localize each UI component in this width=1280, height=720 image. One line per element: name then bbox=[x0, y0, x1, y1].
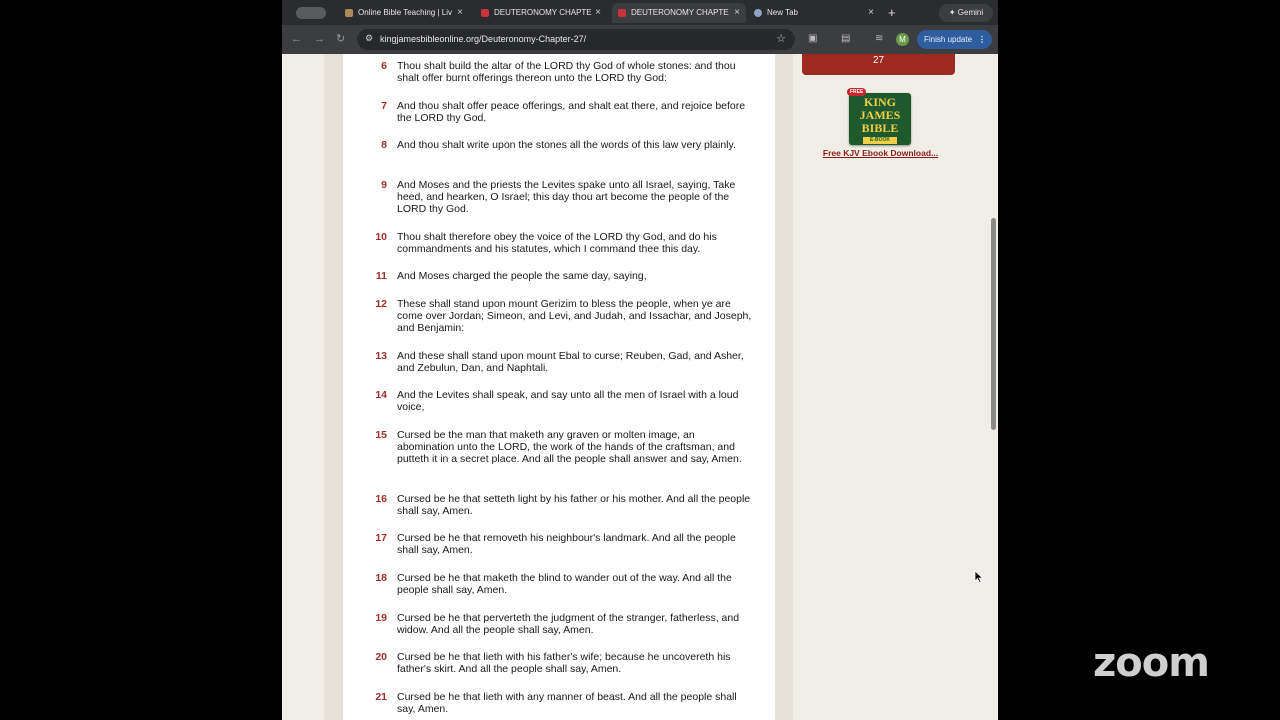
tab-deuteronomy-1[interactable] bbox=[475, 3, 607, 23]
verse-number[interactable]: 21 bbox=[375, 691, 387, 703]
kebab-menu-icon[interactable]: ⋮ bbox=[978, 35, 986, 44]
verse-number[interactable]: 8 bbox=[381, 139, 387, 151]
url-text[interactable]: kingjamesbibleonline.org/Deuteronomy-Chapter-27/ bbox=[380, 34, 587, 44]
verse-number[interactable]: 15 bbox=[375, 429, 387, 441]
bible-favicon-icon bbox=[481, 9, 489, 17]
close-tab-icon[interactable]: × bbox=[595, 7, 601, 18]
kjv-ebook-cover[interactable]: FREE KING JAMES BIBLE E-BOOK bbox=[849, 93, 911, 145]
tab-title: Online Bible Teaching | Liv bbox=[358, 8, 452, 17]
tab-deuteronomy-2[interactable] bbox=[612, 3, 746, 23]
extensions-icon[interactable]: ▣ bbox=[808, 33, 818, 44]
browser-window bbox=[282, 0, 998, 720]
site-favicon-icon bbox=[345, 9, 353, 17]
browser-toolbar bbox=[282, 25, 998, 54]
verse-number[interactable]: 7 bbox=[381, 100, 387, 112]
chapter-27-button[interactable]: 27 bbox=[802, 54, 955, 75]
verse-text: Cursed be he that lieth with his father's wife; because he uncovereth his father's skirt. And all the people shall say, Amen. bbox=[397, 651, 731, 675]
forward-arrow-icon[interactable]: → bbox=[314, 33, 325, 45]
zoom-watermark: zoom bbox=[1093, 640, 1209, 686]
verse-text: And Moses charged the people the same day, saying, bbox=[397, 270, 647, 282]
tab-title: New Tab bbox=[767, 8, 798, 17]
tab-title: DEUTERONOMY CHAPTE bbox=[494, 8, 592, 17]
verse-text: And these shall stand upon mount Ebal to curse; Reuben, Gad, and Asher, and Zebulun, Dan, and Naphtali. bbox=[397, 350, 744, 374]
verse-number[interactable]: 16 bbox=[375, 493, 387, 505]
verse-number[interactable]: 18 bbox=[375, 572, 387, 584]
verse-number[interactable]: 11 bbox=[375, 270, 387, 282]
verse-text: These shall stand upon mount Gerizim to bless the people, when ye are come over Jordan; Simeon, and Levi, and Judah, and Issachar, and Joseph, and Benjamin: bbox=[397, 298, 752, 334]
verse-text: And thou shalt write upon the stones all the words of this law very plainly. bbox=[397, 139, 736, 151]
tab-group-chip[interactable] bbox=[296, 7, 326, 19]
verse-number[interactable]: 9 bbox=[381, 179, 387, 191]
verse-number[interactable]: 13 bbox=[375, 350, 387, 362]
tab-title: DEUTERONOMY CHAPTE bbox=[631, 8, 729, 17]
tab-online-bible-teaching[interactable] bbox=[339, 3, 469, 23]
bookmark-star-icon[interactable]: ☆ bbox=[776, 33, 786, 45]
reading-mode-icon[interactable]: ▤ bbox=[841, 33, 851, 44]
new-tab-button[interactable]: + bbox=[888, 5, 896, 20]
verse-text: Cursed be he that perverteth the judgment of the stranger, fatherless, and widow. And all the people shall say, Amen. bbox=[397, 612, 740, 636]
verse-text: Cursed be he that removeth his neighbour's landmark. And all the people shall say, Amen. bbox=[397, 532, 736, 556]
verse-number[interactable]: 14 bbox=[375, 389, 387, 401]
cast-icon[interactable]: ≋ bbox=[875, 33, 884, 44]
verse-number[interactable]: 17 bbox=[375, 532, 387, 544]
verse-number[interactable]: 10 bbox=[375, 231, 387, 243]
finish-update-button[interactable]: Finish update ⋮ bbox=[917, 30, 992, 49]
left-margin bbox=[324, 54, 343, 720]
chapter-text-panel bbox=[343, 54, 775, 720]
right-margin bbox=[775, 54, 793, 720]
verse-text: And Moses and the priests the Levites spake unto all Israel, saying, Take heed, and hearken, O Israel; this day thou art become the people of the LORD thy God. bbox=[397, 179, 736, 215]
address-bar[interactable] bbox=[357, 29, 795, 50]
back-arrow-icon[interactable]: ← bbox=[291, 33, 302, 45]
tab-strip bbox=[282, 0, 998, 25]
close-tab-icon[interactable]: × bbox=[868, 7, 874, 18]
page-content bbox=[282, 54, 998, 720]
site-info-icon[interactable]: ⚙ bbox=[365, 33, 374, 43]
verse-number[interactable]: 20 bbox=[375, 651, 387, 663]
avatar[interactable]: M bbox=[896, 33, 909, 46]
verse-number[interactable]: 12 bbox=[375, 298, 387, 310]
verse-text: Cursed be he that maketh the blind to wander out of the way. And all the people shall say, Amen. bbox=[397, 572, 732, 596]
tab-new-tab[interactable] bbox=[748, 3, 880, 23]
close-tab-icon[interactable]: × bbox=[457, 7, 463, 18]
chrome-icon bbox=[754, 9, 762, 17]
mouse-cursor-icon bbox=[974, 571, 984, 583]
verse-text: And thou shalt offer peace offerings, and shalt eat there, and rejoice before the LORD thy God. bbox=[397, 100, 746, 124]
verse-text: And the Levites shall speak, and say unto all the men of Israel with a loud voice, bbox=[397, 389, 739, 413]
verse-text: Cursed be he that lieth with any manner of beast. And all the people shall say, Amen. bbox=[397, 691, 737, 715]
verse-number[interactable]: 19 bbox=[375, 612, 387, 624]
bible-favicon-icon bbox=[618, 9, 626, 17]
sparkle-icon: ✦ bbox=[948, 8, 956, 17]
verse-number[interactable]: 6 bbox=[381, 60, 387, 72]
scrollbar-thumb[interactable] bbox=[991, 218, 996, 430]
gemini-button[interactable]: ✦ Gemini bbox=[939, 4, 993, 22]
reload-icon[interactable]: ↻ bbox=[336, 33, 346, 45]
close-tab-icon[interactable]: × bbox=[734, 7, 740, 18]
ebook-download-link[interactable]: Free KJV Ebook Download... bbox=[822, 148, 939, 158]
verse-text: Thou shalt build the altar of the LORD thy God of whole stones: and thou shalt offer burnt offerings thereon unto the LORD thy God: bbox=[397, 60, 736, 84]
verse-text: Cursed be the man that maketh any graven or molten image, an abomination unto the LORD, the work of the hands of the craftsman, and putteth it in a secret place. And all the people shall answer and say, Amen. bbox=[397, 429, 742, 465]
verse-text: Thou shalt therefore obey the voice of the LORD thy God, and do his commandments and his statutes, which I command thee this day. bbox=[397, 231, 717, 255]
verse-text: Cursed be he that setteth light by his father or his mother. And all the people shall say, Amen. bbox=[397, 493, 751, 517]
